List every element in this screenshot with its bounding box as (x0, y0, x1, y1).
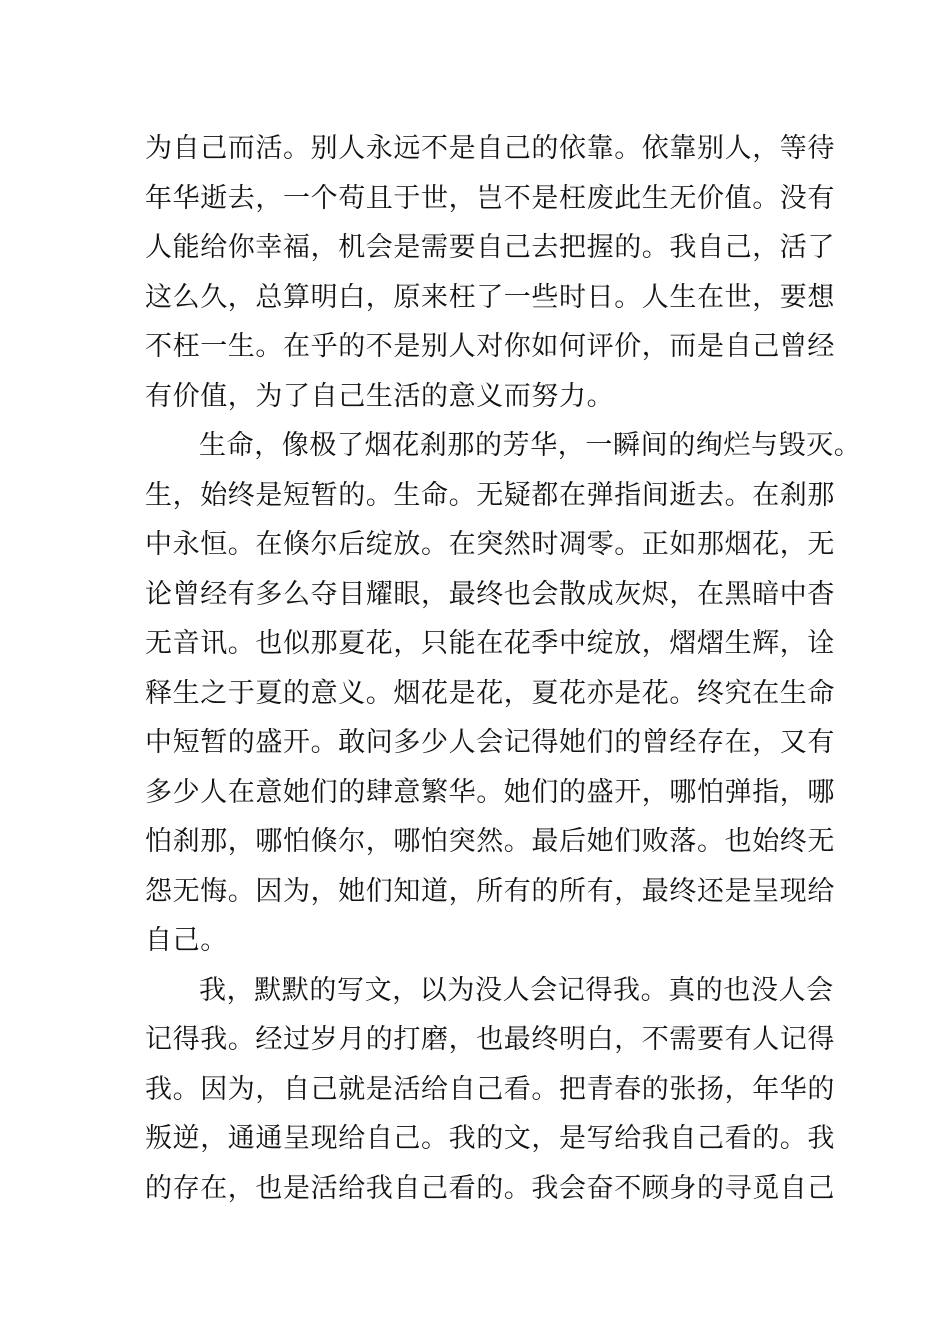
text-line: 怕刹那，哪怕倏尔，哪怕突然。最后她们败落。也始终无 (145, 826, 835, 857)
paragraph-first-line: 生命，像极了烟花刹那的芳华，一瞬间的绚烂与毁灭。 (199, 430, 862, 461)
text-line: 人能给你幸福，机会是需要自己去把握的。我自己，活了 (145, 232, 835, 263)
text-line: 论曾经有多么夺目耀眼，最终也会散成灰烬，在黑暗中杳 (145, 578, 835, 610)
text-line: 怨无悔。因为，她们知道，所有的所有，最终还是呈现给 (145, 875, 835, 907)
document-body (145, 124, 862, 1213)
text-line: 为自己而活。别人永远不是自己的依靠。依靠别人，等待 (145, 133, 835, 164)
text-line: 释生之于夏的意义。烟花是花，夏花亦是花。终究在生命 (145, 677, 835, 709)
text-line: 这么久，总算明白，原来枉了一些时日。人生在世，要想 (145, 281, 835, 313)
text-line: 叛逆，通通呈现给自己。我的文，是写给我自己看的。我 (145, 1123, 835, 1154)
text-line: 生，始终是短暂的。生命。无疑都在弹指间逝去。在刹那 (145, 479, 835, 511)
text-line: 的存在，也是活给我自己看的。我会奋不顾身的寻觅自己 (145, 1172, 835, 1204)
text-line: 有价值，为了自己生活的意义而努力。 (145, 380, 615, 412)
text-line: 中永恒。在倏尔后绽放。在突然时凋零。正如那烟花，无 (145, 529, 835, 560)
text-line: 不枉一生。在乎的不是别人对你如何评价，而是自己曾经 (145, 331, 835, 362)
paragraph-first-line: 我，默默的写文，以为没人会记得我。真的也没人会 (199, 974, 834, 1006)
text-line: 无音讯。也似那夏花，只能在花季中绽放，熠熠生辉，诠 (145, 628, 835, 659)
text-line: 自己。 (145, 925, 228, 956)
text-line: 中短暂的盛开。敢问多少人会记得她们的曾经存在，又有 (145, 727, 835, 758)
text-line: 我。因为，自己就是活给自己看。把青春的张扬，年华的 (145, 1073, 835, 1105)
text-line: 记得我。经过岁月的打磨，也最终明白，不需要有人记得 (145, 1024, 835, 1055)
text-line: 年华逝去，一个苟且于世，岂不是枉废此生无价值。没有 (145, 182, 835, 214)
text-line: 多少人在意她们的肆意繁华。她们的盛开，哪怕弹指，哪 (145, 776, 835, 808)
